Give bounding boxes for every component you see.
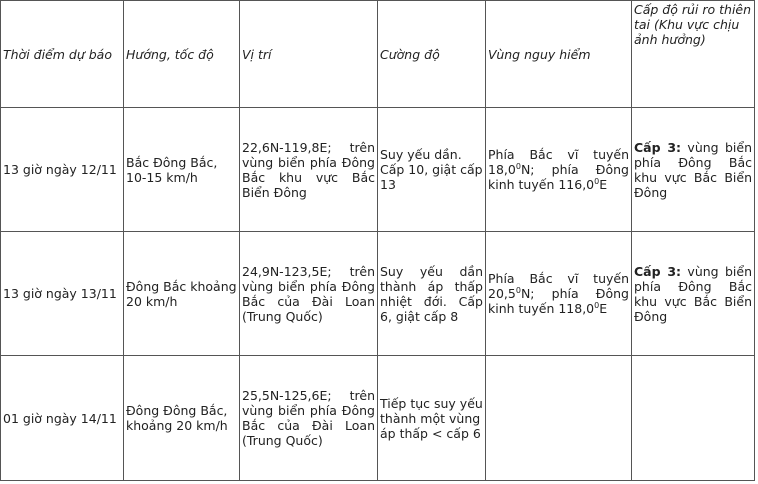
- cell-time: 01 giờ ngày 14/11: [1, 356, 124, 481]
- risk-level-label: Cấp 3:: [634, 139, 682, 155]
- cell-position: 24,9N-123,5E; trên vùng biển phía Đông Bắc của Đài Loan (Trung Quốc): [240, 232, 378, 356]
- danger-suffix: E: [599, 177, 608, 192]
- degree-sign: 0: [515, 161, 521, 171]
- risk-area: vùng biển phía Đông Bắc khu vực Bắc Biển Đông: [634, 139, 752, 200]
- cell-risk: [632, 108, 755, 232]
- danger-longitude: N; phía Đông kinh tuyến 118,0: [488, 286, 629, 316]
- cell-risk: [632, 356, 755, 481]
- table-row: [1, 108, 755, 232]
- header-danger-zone: Vùng nguy hiểm: [486, 1, 632, 108]
- header-forecast-time: Thời điểm dự báo: [1, 1, 124, 108]
- header-row: [1, 1, 755, 108]
- header-intensity: Cường độ: [378, 1, 486, 108]
- cell-intensity: Suy yếu dần. Cấp 10, giật cấp 13: [378, 108, 486, 232]
- cell-intensity: Suy yếu dần thành áp thấp nhiệt đới. Cấp 6, giật cấp 8: [378, 232, 486, 356]
- risk-level-label: Cấp 3:: [634, 263, 682, 279]
- risk-area: vùng biển phía Đông Bắc khu vực Bắc Biển Đông: [634, 263, 752, 324]
- cell-position: 25,5N-125,6E; trên vùng biển phía Đông Bắc của Đài Loan (Trung Quốc): [240, 356, 378, 481]
- header-risk-level: Cấp độ rủi ro thiên tai (Khu vực chịu ảnh hưởng): [632, 1, 755, 108]
- danger-latitude: Phía Bắc vĩ tuyến 18,0: [488, 147, 629, 177]
- cell-danger-zone: [486, 356, 632, 481]
- danger-latitude: Phía Bắc vĩ tuyến 20,5: [488, 271, 629, 301]
- cell-time: 13 giờ ngày 13/11: [1, 232, 124, 356]
- cell-time: 13 giờ ngày 12/11: [1, 108, 124, 232]
- danger-suffix: E: [599, 301, 608, 316]
- cell-direction: Đông Bắc khoảng 20 km/h: [124, 232, 240, 356]
- degree-sign: 0: [594, 176, 600, 186]
- cell-position: 22,6N-119,8E; trên vùng biển phía Đông Bắc khu vực Bắc Biển Đông: [240, 108, 378, 232]
- cell-danger-zone: [486, 232, 632, 356]
- table-row: [1, 232, 755, 356]
- cell-intensity: Tiếp tục suy yếu thành một vùng áp thấp < cấp 6: [378, 356, 486, 481]
- degree-sign: 0: [594, 300, 600, 310]
- cell-risk: [632, 232, 755, 356]
- header-direction-speed: Hướng, tốc độ: [124, 1, 240, 108]
- cell-direction: Đông Đông Bắc, khoảng 20 km/h: [124, 356, 240, 481]
- danger-longitude: N; phía Đông kinh tuyến 116,0: [488, 162, 629, 192]
- cell-danger-zone: [486, 108, 632, 232]
- cell-direction: Bắc Đông Bắc, 10-15 km/h: [124, 108, 240, 232]
- degree-sign: 0: [515, 285, 521, 295]
- table-row: [1, 356, 755, 481]
- header-position: Vị trí: [240, 1, 378, 108]
